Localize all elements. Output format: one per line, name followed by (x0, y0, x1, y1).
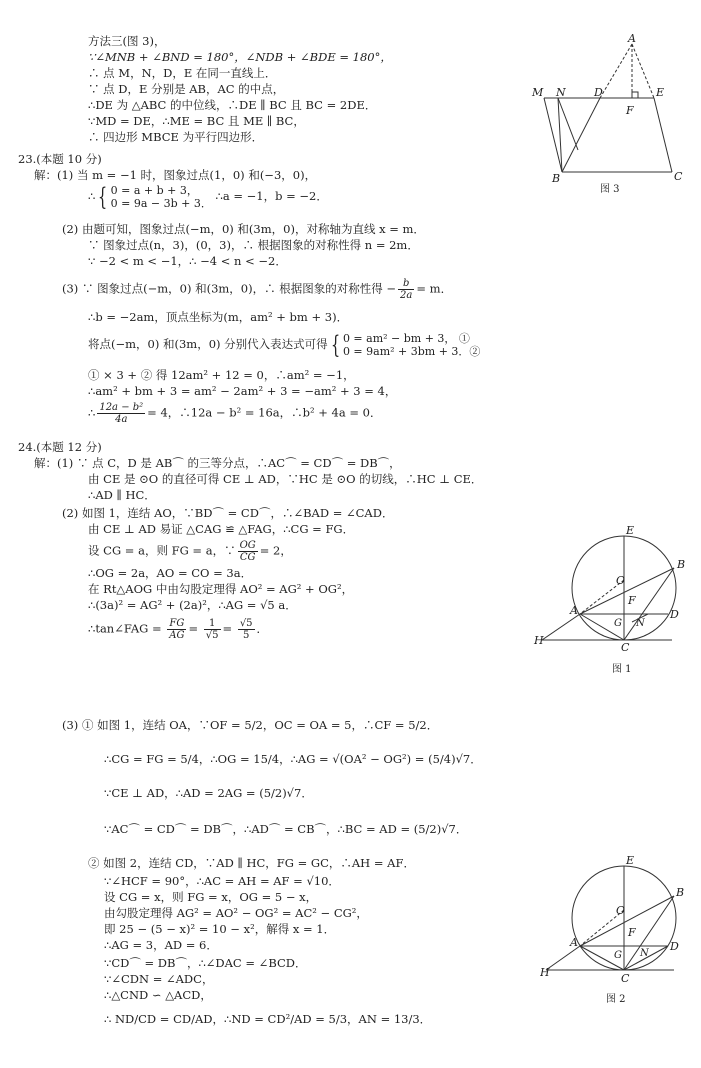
svg-text:O: O (616, 574, 626, 587)
q24-p3n: ∴ ND/CD = CD/AD，∴ND = CD²/AD = 5/3，AN = 13/3． (104, 1012, 432, 1026)
figure-3-caption: 图 3 (600, 184, 620, 195)
q24-p2e: 在 Rt△AOG 中由勾股定理得 AO² = AG² + OG²， (88, 582, 354, 596)
q24-p3b: ∴CG = FG = 5/4，∴OG = 15/4，∴AG = √(OA² − OG²) = (5/4)√7． (104, 752, 482, 766)
svg-text:B: B (677, 558, 686, 571)
q24-p3a: (3) ① 如图 1，连结 OA，∵OF = 5/2，OC = OA = 5，∴CF = 5/2． (62, 718, 439, 732)
svg-text:B: B (552, 172, 561, 185)
q24-p3h: 由勾股定理得 AG² = AO² − OG² = AC² − CG²， (104, 906, 368, 920)
svg-text:D: D (670, 940, 679, 953)
method3-line7: ∴ 四边形 MBCE 为平行四边形． (88, 130, 264, 144)
q23-p1a: 解：(1) 当 m = −1 时，图象过点(1，0) 和(−3，0)， (34, 168, 317, 182)
method3-line6: ∵MD = DE，∴ME = BC 且 ME ∥ BC， (88, 114, 305, 128)
q23-p2a: (2) 由题可知，图象过点(−m，0) 和(3m，0)，对称轴为直线 x = m． (62, 222, 425, 236)
q23-p1-system: ∴ { 0 = a + b + 3， 0 = 9a − 3b + 3． ∴a = −1，b = −2． (88, 183, 328, 211)
svg-text:N: N (556, 86, 566, 99)
method3-line3: ∴ 点 M，N，D，E 在同一直线上． (88, 66, 277, 80)
q23-p3b: ∴b = −2am，顶点坐标为(m，am² + bm + 3)． (88, 310, 349, 324)
svg-text:O: O (616, 904, 626, 917)
svg-text:C: C (674, 170, 683, 183)
q24-p2d: ∴OG = 2a，AO = CO = 3a． (88, 566, 253, 580)
q24-p2f: ∴(3a)² = AG² + (2a)²，∴AG = √5 a． (88, 598, 297, 612)
q24-header: 24.(本题 12 分) (18, 440, 102, 454)
q24-p3j: ∴AG = 3，AD = 6． (104, 938, 218, 952)
q23-p2b: ∵ 图象过点(n，3)，(0，3)，∴ 根据图象的对称性得 n = 2m． (88, 238, 419, 252)
svg-text:F: F (628, 594, 636, 607)
q23-header: 23.(本题 10 分) (18, 152, 102, 166)
q24-p1c: ∴AD ∥ HC． (88, 488, 156, 502)
q24-p3k: ∵CD⌒ = DB⌒，∴∠DAC = ∠BCD． (104, 956, 307, 970)
method3-line2: ∵∠MNB + ∠BND = 180°，∠NDB + ∠BDE = 180°， (88, 50, 392, 64)
q24-p3m: ∴△CND ∽ △ACD， (104, 988, 212, 1002)
q24-p2c: 设 CG = a，则 FG = a，∵ $\frac{OG}{CG}$ = 2， (88, 540, 292, 563)
q24-p3c: ∵CE ⊥ AD，∴AD = 2AG = (5/2)√7． (104, 786, 313, 800)
svg-text:G: G (614, 950, 622, 961)
svg-text:N: N (640, 948, 649, 959)
q24-p3e: ② 如图 2，连结 CD，∵AD ∥ HC，FG = GC，∴AH = AF． (88, 856, 415, 870)
svg-text:F: F (628, 926, 636, 939)
svg-text:M: M (532, 86, 544, 99)
q23-p3a: (3) ∵ 图象过点(−m，0) 和(3m，0)，∴ 根据图象的对称性得 − $\frac{b}{2a}$ = m． (62, 278, 453, 301)
svg-text:B: B (676, 886, 685, 899)
q23-p3c: 将点(−m，0) 和(3m，0) 分别代入表达式可得 { 0 = am² − bm + 3， ① 0 = 9am² + 3bm + 3．② (88, 331, 481, 359)
q23-p3e: ∴am² + bm + 3 = am² − 2am² + 3 = −am² + 3 = 4， (88, 384, 397, 398)
q24-p2g: ∴tan∠FAG = $\frac{FG}{AG}$ = $\frac{1}{√5}$ = $\frac{√5}{5}$ ． (88, 618, 269, 641)
svg-text:N: N (636, 618, 645, 629)
svg-text:C: C (621, 972, 630, 985)
q24-p1b: 由 CE 是 ⊙O 的直径可得 CE ⊥ AD，∵HC 是 ⊙O 的切线，∴HC ⊥ CE． (88, 472, 483, 486)
figure-2-caption: 图 2 (606, 994, 626, 1005)
svg-text:E: E (626, 854, 635, 867)
q24-p1a: 解：(1) ∵ 点 C，D 是 AB⌒ 的三等分点，∴AC⌒ = CD⌒ = DB⌒， (34, 456, 401, 470)
q24-p2b: 由 CE ⊥ AD 易证 △CAG ≌ △FAG，∴CG = FG． (88, 522, 355, 536)
svg-text:G: G (614, 618, 622, 629)
svg-text:E: E (656, 86, 665, 99)
svg-text:C: C (621, 641, 630, 654)
q23-p3d: ① × 3 + ② 得 12am² + 12 = 0，∴am² = −1， (88, 368, 355, 382)
svg-text:D: D (670, 608, 679, 621)
svg-text:H: H (534, 634, 544, 647)
figure-1-caption: 图 1 (612, 664, 632, 675)
svg-text:E: E (626, 526, 635, 537)
q24-p3g: 设 CG = x，则 FG = x，OG = 5 − x， (104, 890, 318, 904)
svg-text:H: H (540, 966, 550, 979)
svg-text:A: A (628, 32, 636, 45)
q23-p3f: ∴ $\frac{\text{12a − b²}}{4a}$ = 4，∴12a − b² = 16a，∴b² + 4a = 0． (88, 402, 382, 425)
svg-text:F: F (626, 104, 634, 117)
figure-2 (540, 852, 690, 1014)
method3-line5: ∴DE 为 △ABC 的中位线，∴DE ∥ BC 且 BC = 2DE． (88, 98, 377, 112)
q24-p3i: 即 25 − (5 − x)² = 10 − x²，解得 x = 1． (104, 922, 336, 936)
q24-p2a: (2) 如图 1，连结 AO，∵BD⌒ = CD⌒，∴∠BAD = ∠CAD． (62, 506, 394, 520)
svg-text:A: A (570, 604, 578, 617)
figure-3 (528, 30, 688, 200)
svg-text:D: D (594, 86, 603, 99)
q23-p2c: ∵ −2 < m < −1，∴ −4 < n < −2． (88, 254, 287, 268)
method3-line4: ∵ 点 D，E 分别是 AB，AC 的中点， (88, 82, 285, 96)
q24-p3l: ∵∠CDN = ∠ADC， (104, 972, 214, 986)
figure-1 (532, 526, 692, 686)
q24-p3f: ∵∠HCF = 90°，∴AC = AH = AF = √10． (104, 874, 340, 888)
q24-p3d: ∵AC⌒ = CD⌒ = DB⌒，∴AD⌒ = CB⌒，∴BC = AD = (5/2)√7． (104, 822, 468, 836)
svg-text:A: A (570, 936, 578, 949)
method3-line1: 方法三(图 3)， (88, 34, 166, 48)
